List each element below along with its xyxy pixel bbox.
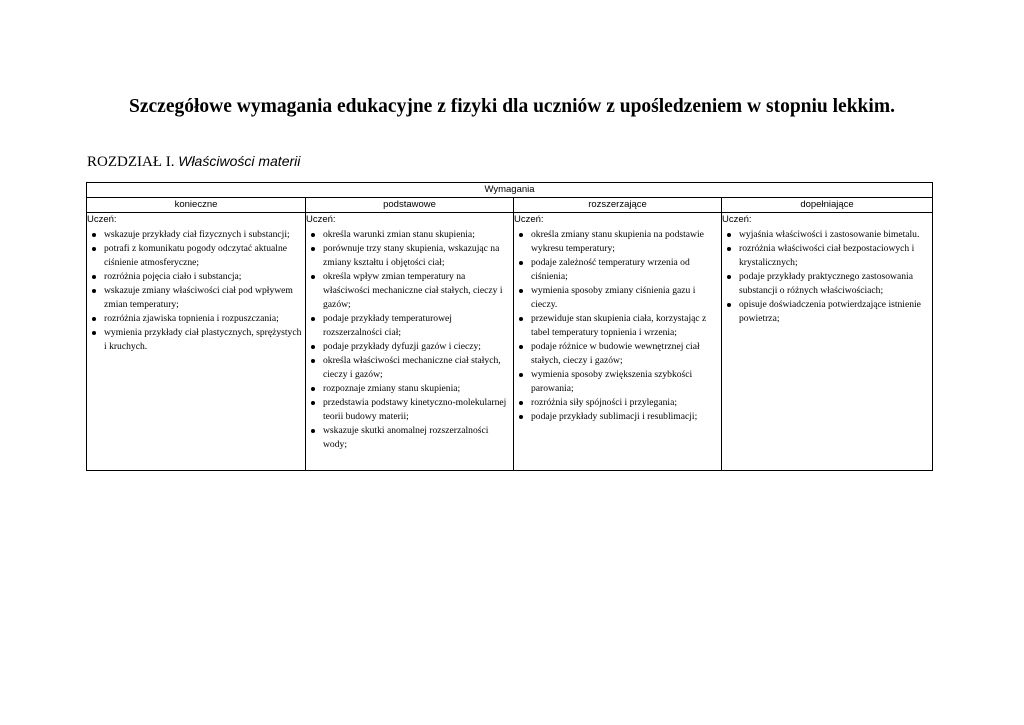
list-item: określa warunki zmian stanu skupienia; bbox=[306, 228, 511, 242]
column-header-podstawowe: podstawowe bbox=[306, 198, 514, 213]
list-item: wskazuje skutki anomalnej rozszerzalności wody; bbox=[306, 424, 511, 452]
column-header-row bbox=[87, 198, 933, 213]
list-item: wymienia przykłady ciał plastycznych, sprężystych i kruchych. bbox=[87, 326, 303, 354]
list-item: określa właściwości mechaniczne ciał stałych, cieczy i gazów; bbox=[306, 354, 511, 382]
list-item: rozróżnia właściwości ciał bezpostaciowych i krystalicznych; bbox=[722, 242, 930, 270]
chapter-heading bbox=[87, 153, 300, 171]
requirement-list bbox=[722, 228, 932, 326]
table-row bbox=[87, 213, 933, 471]
cell-lead: Uczeń: bbox=[306, 214, 336, 225]
list-item: potrafi z komunikatu pogody odczytać aktualne ciśnienie atmosferyczne; bbox=[87, 242, 303, 270]
list-item: określa zmiany stanu skupienia na podstawie wykresu temperatury; bbox=[514, 228, 719, 256]
list-item: wskazuje zmiany właściwości ciał pod wpływem zmian temperatury; bbox=[87, 284, 303, 312]
list-item: rozróżnia zjawiska topnienia i rozpuszczania; bbox=[87, 312, 303, 326]
list-item: podaje przykłady temperaturowej rozszerzalności ciał; bbox=[306, 312, 511, 340]
column-header-dopelniajace: dopełniające bbox=[722, 198, 933, 213]
list-item: wyjaśnia właściwości i zastosowanie bimetalu. bbox=[722, 228, 930, 242]
list-item: podaje zależność temperatury wrzenia od ciśnienia; bbox=[514, 256, 719, 284]
cell-dopelniajace bbox=[722, 213, 933, 471]
cell-lead: Uczeń: bbox=[514, 214, 544, 225]
list-item: rozpoznaje zmiany stanu skupienia; bbox=[306, 382, 511, 396]
list-item: podaje przykłady dyfuzji gazów i cieczy; bbox=[306, 340, 511, 354]
list-item: przewiduje stan skupienia ciała, korzystając z tabel temperatury topnienia i wrzenia; bbox=[514, 312, 719, 340]
requirement-list bbox=[87, 228, 305, 354]
list-item: podaje różnice w budowie wewnętrznej ciał stałych, cieczy i gazów; bbox=[514, 340, 719, 368]
chapter-name: Właściwości materii bbox=[178, 153, 301, 169]
list-item: przedstawia podstawy kinetyczno-molekularnej teorii budowy materii; bbox=[306, 396, 511, 424]
list-item: rozróżnia siły spójności i przylegania; bbox=[514, 396, 719, 410]
cell-konieczne bbox=[87, 213, 306, 471]
requirement-list bbox=[514, 228, 721, 424]
list-item: wymienia sposoby zmiany ciśnienia gazu i cieczy. bbox=[514, 284, 719, 312]
table-header-requirements: Wymagania bbox=[87, 183, 933, 198]
cell-lead: Uczeń: bbox=[87, 214, 117, 225]
list-item: wymienia sposoby zwiększenia szybkości parowania; bbox=[514, 368, 719, 396]
column-header-konieczne: konieczne bbox=[87, 198, 306, 213]
list-item: opisuje doświadczenia potwierdzające istnienie powietrza; bbox=[722, 298, 930, 326]
list-item: podaje przykłady sublimacji i resublimacji; bbox=[514, 410, 719, 424]
requirements-table bbox=[86, 182, 933, 471]
list-item: rozróżnia pojęcia ciało i substancja; bbox=[87, 270, 303, 284]
column-header-rozszerzajace: rozszerzające bbox=[514, 198, 722, 213]
cell-lead: Uczeń: bbox=[722, 214, 752, 225]
chapter-label: ROZDZIAŁ I. bbox=[87, 154, 175, 170]
list-item: podaje przykłady praktycznego zastosowania substancji o różnych właściwościach; bbox=[722, 270, 930, 298]
list-item: wskazuje przykłady ciał fizycznych i substancji; bbox=[87, 228, 303, 242]
requirement-list bbox=[306, 228, 513, 452]
list-item: określa wpływ zmian temperatury na właściwości mechaniczne ciał stałych, cieczy i gazów; bbox=[306, 270, 511, 312]
cell-rozszerzajace bbox=[514, 213, 722, 471]
cell-podstawowe bbox=[306, 213, 514, 471]
document-title: Szczegółowe wymagania edukacyjne z fizyki dla uczniów z upośledzeniem w stopniu lekkim. bbox=[129, 96, 895, 117]
list-item: porównuje trzy stany skupienia, wskazując na zmiany kształtu i objętości ciał; bbox=[306, 242, 511, 270]
